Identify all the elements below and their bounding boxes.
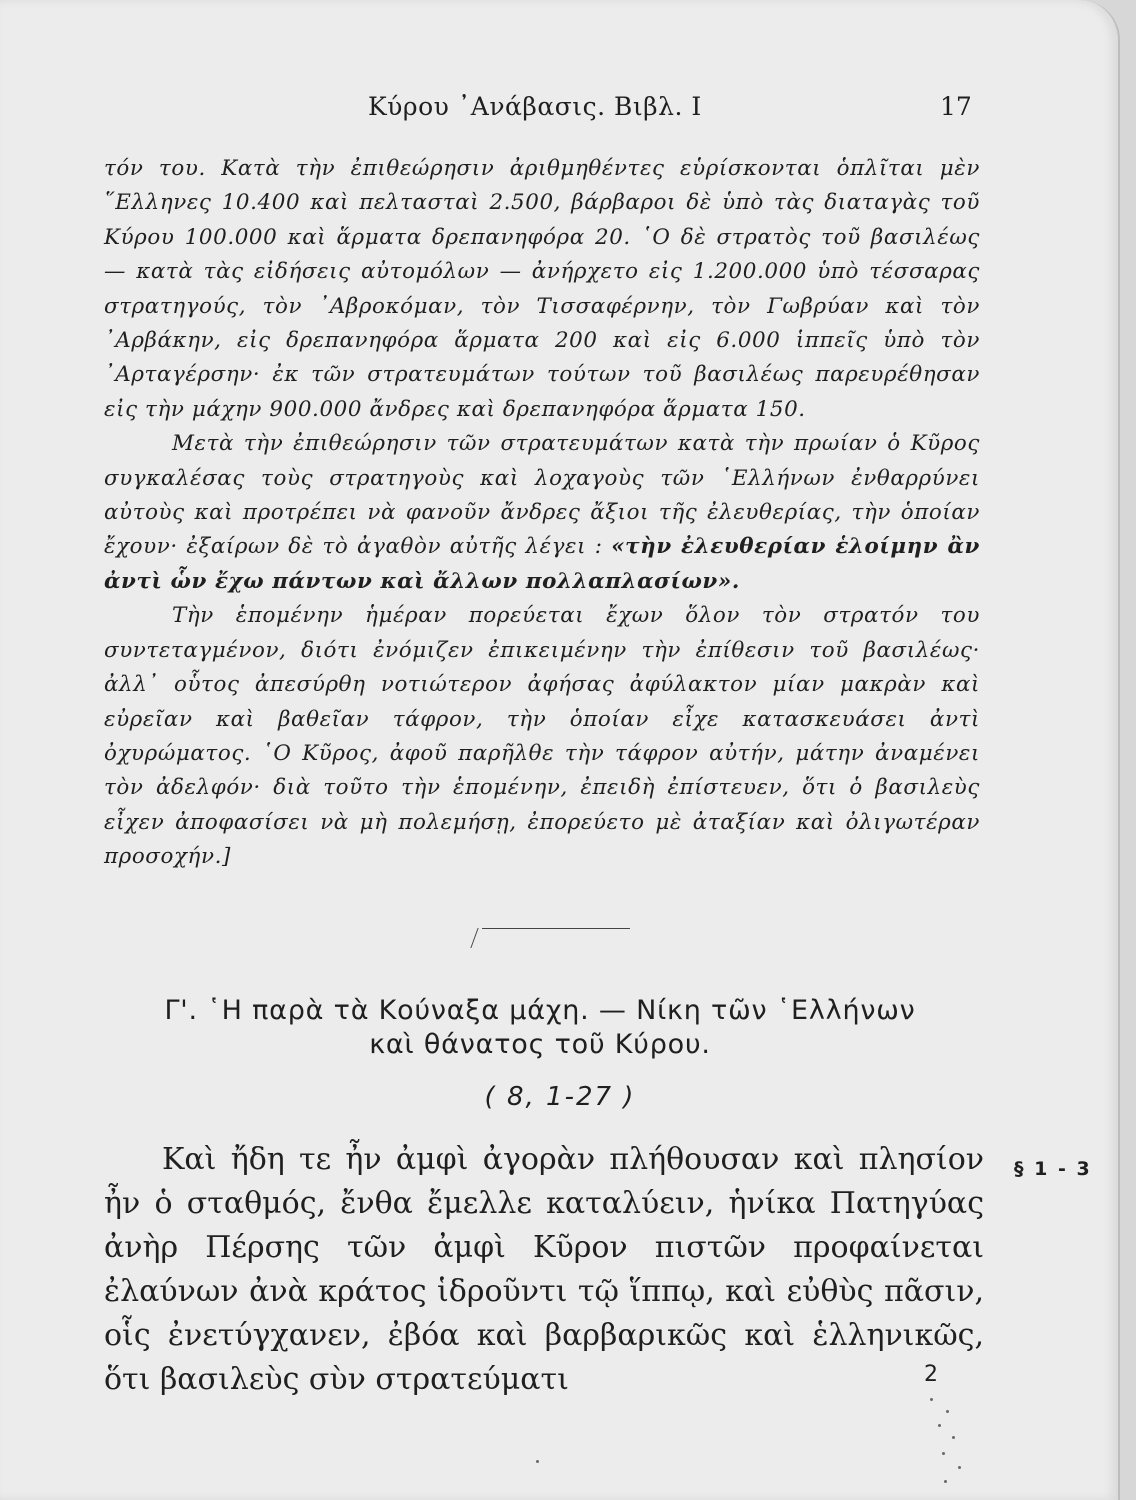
page-number: 17	[940, 92, 972, 121]
commentary-paragraph	[104, 427, 980, 599]
commentary-block	[104, 152, 980, 875]
commentary-paragraph: Τὴν ἑπομένην ἡμέραν πορεύεται ἔχων ὅλον τὸν στρατόν του συντεταγμένον, διότι ἐνόμιζεν ἐπικειμένην τὴν ἐπίθεσιν τοῦ βασιλέως· ἀλλ᾿ οὗτος ἀπεσύρθη νοτιώτερον ἀφήσας ἀφύλακτον μίαν μακρὰν καὶ εὐρεῖαν καὶ βαθεῖαν τάφρον, τὴν ὁποίαν εἶχε κατασκευάσει ἀντὶ ὀχυρώματος. ῾Ο Κῦρος, ἀφοῦ παρῆλθε τὴν τάφρον αὐτήν, μάτην ἀναμένει τὸν ἀδελφόν· διὰ τοῦτο τὴν ἑπομένην, ἐπειδὴ ἐπίστευεν, ὅτι ὁ βασιλεὺς εἶχεν ἀποφασίσει νὰ μὴ πολεμήσῃ, ἐπορεύετο μὲ ἀταξίαν καὶ ὀλιγωτέραν προσοχήν.]	[104, 603, 980, 870]
speck	[944, 1480, 947, 1483]
page-header	[0, 92, 1118, 132]
speck	[958, 1466, 961, 1469]
margin-note: § 1 - 3	[1014, 1158, 1092, 1180]
speck	[952, 1436, 955, 1439]
section-heading-line: καὶ θάνατος τοῦ Κύρου.	[369, 1029, 711, 1060]
signature-mark: 2	[924, 1362, 938, 1387]
main-paragraph: Καὶ ἤδη τε ἦν ἀμφὶ ἀγορὰν πλήθουσαν καὶ πλησίον ἦν ὁ σταθμός, ἔνθα ἔμελλε καταλύειν, ἡνίκα Πατηγύας ἀνὴρ Πέρσης τῶν ἀμφὶ Κῦρον πιστῶν προφαίνεται ἐλαύνων ἀνὰ κράτος ἱδροῦντι τῷ ἵππῳ, καὶ εὐθὺς πᾶσιν, οἷς ἐνετύγχανεν, ἐβόα καὶ βαρβαρικῶς καὶ ἑλληνικῶς, ὅτι βασιλεὺς σὺν στρατεύματι	[104, 1142, 984, 1397]
main-text-block	[104, 1138, 984, 1402]
section-heading	[100, 994, 980, 1062]
separator-line	[482, 928, 630, 930]
separator-slash	[470, 928, 480, 948]
running-title: Κύρου ᾿Ανάβασις. Βιβλ. Ι	[368, 92, 702, 121]
section-reference: ( 8, 1-27 )	[484, 1082, 636, 1112]
speck	[938, 1424, 941, 1427]
commentary-paragraph: τόν του. Κατὰ τὴν ἐπιθεώρησιν ἀριθμηθέντες εὑρίσκονται ὁπλῖται μὲν ῞Ελληνες 10.400 καὶ πελτασταὶ 2.500, βάρβαροι δὲ ὑπὸ τὰς διαταγὰς τοῦ Κύρου 100.000 καὶ ἅρματα δρεπανηφόρα 20. ῾Ο δὲ στρατὸς τοῦ βασιλέως — κατὰ τὰς εἰδήσεις αὐτομόλων — ἀνήρχετο εἰς 1.200.000 ὑπὸ τέσσαρας στρατηγούς, τὸν ᾿Αβροκόμαν, τὸν Τισσαφέρνην, τὸν Γωβρύαν καὶ τὸν ᾿Αρβάκην, εἰς δρεπανηφόρα ἅρματα 200 καὶ εἰς 6.000 ἱππεῖς ὑπὸ τὸν ᾿Αρταγέρσην· ἐκ τῶν στρατευμάτων τούτων τοῦ βασιλέως παρευρέθησαν εἰς τὴν μάχην 900.000 ἄνδρες καὶ δρεπανηφόρα ἅρματα 150.	[104, 156, 980, 422]
commentary-text: Μετὰ τὴν ἐπιθεώρησιν τῶν στρατευμάτων κατὰ τὴν πρωίαν ὁ Κῦρος συγκαλέσας τοὺς στρατηγοὺς καὶ λοχαγοὺς τῶν ῾Ελλήνων ἐνθαρρύνει αὐτοὺς καὶ προτρέπει νὰ φανοῦν ἄνδρες ἄξιοι τῆς ἐλευθερίας, τὴν ὁποίαν ἔχουν· ἐξαίρων δὲ τὸ ἀγαθὸν αὐτῆς λέγει :	[104, 431, 980, 560]
speck	[536, 1460, 539, 1463]
section-heading-line: Γ'. ῾Η παρὰ τὰ Κούναξα μάχη. — Νίκη τῶν ῾Ελλήνων	[164, 995, 916, 1026]
cyrus-quote: «τὴν ἐλευθερίαν ἑλοίμην ἂν ἀντὶ ὧν ἔχω πάντων καὶ ἄλλων πολλαπλασίων».	[104, 534, 980, 594]
speck	[942, 1452, 945, 1455]
speck	[946, 1410, 949, 1413]
speck	[930, 1398, 933, 1401]
